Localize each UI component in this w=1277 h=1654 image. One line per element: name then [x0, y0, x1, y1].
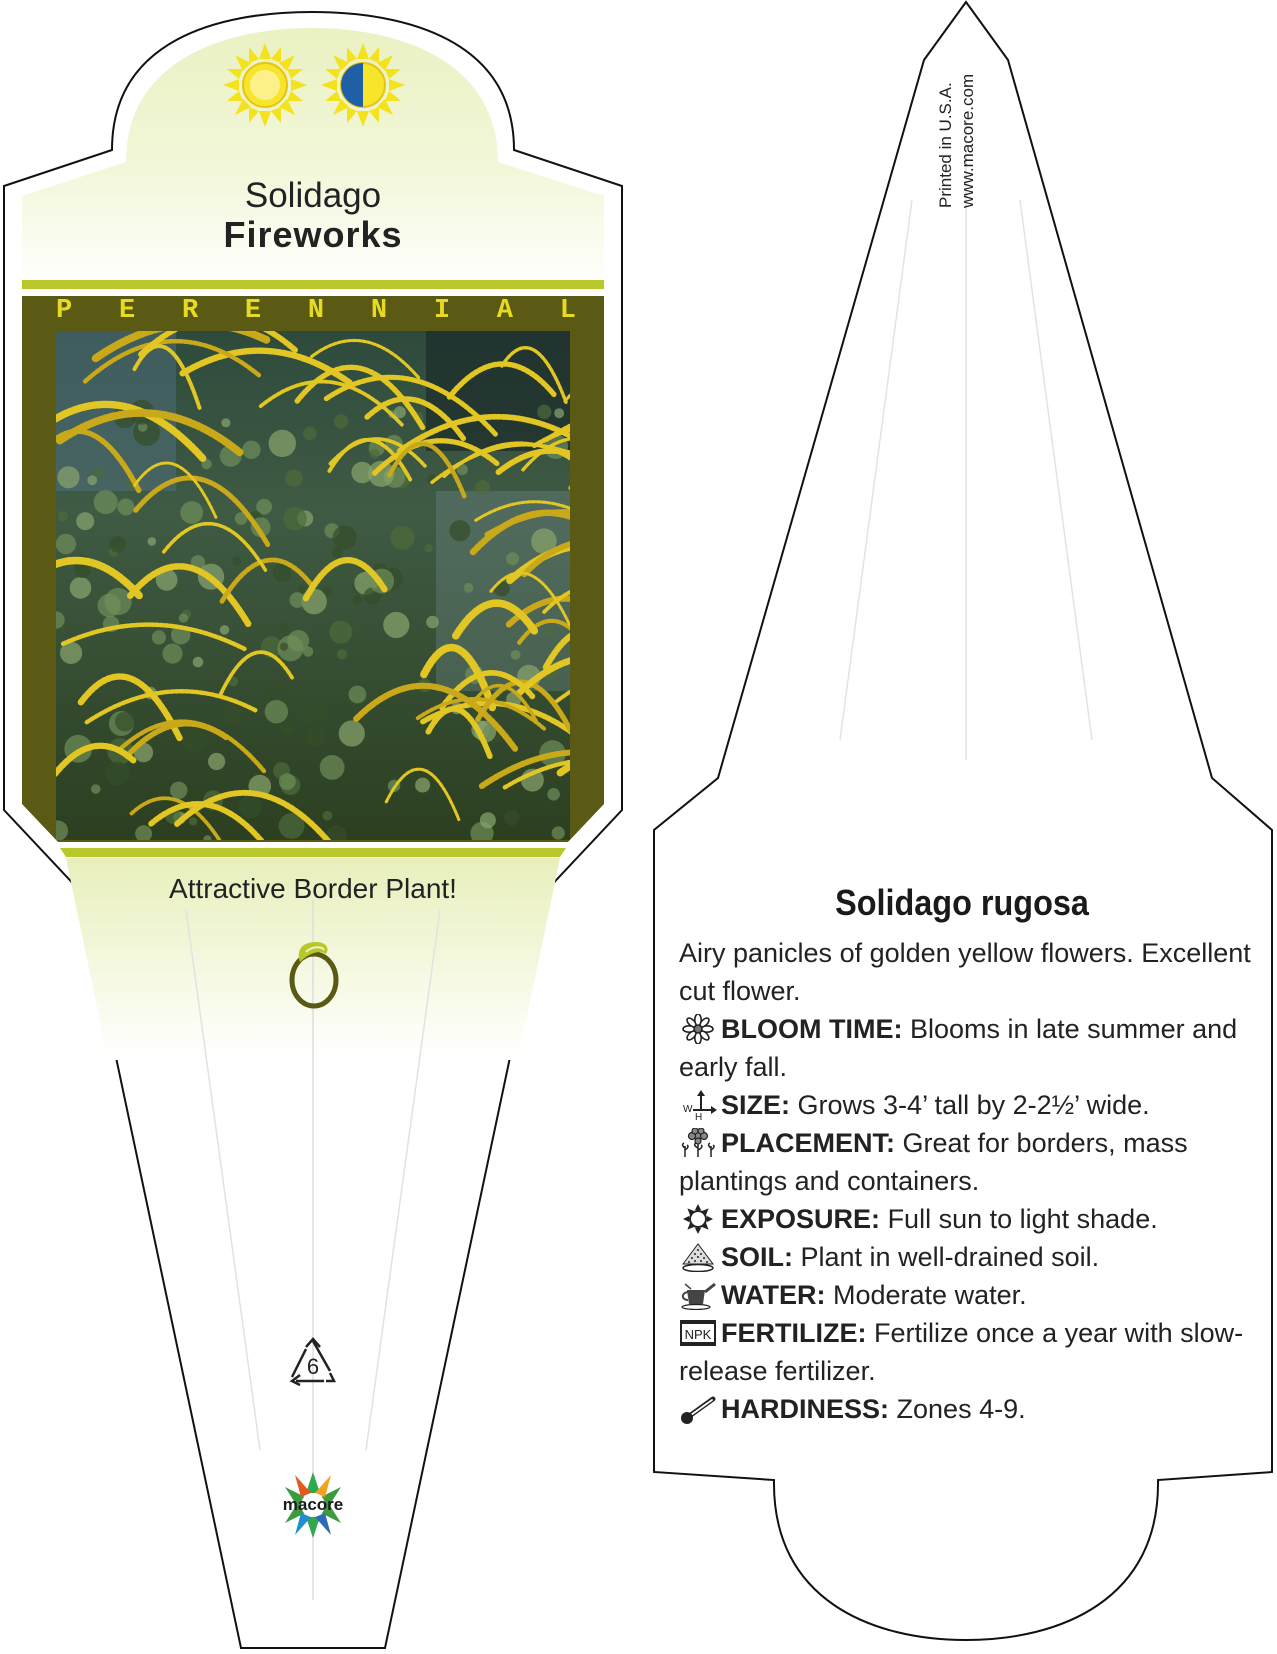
tagline: Attractive Border Plant! [169, 873, 457, 904]
attribute-bloom-time [679, 1010, 1254, 1086]
website-url: www.macore.com [958, 73, 977, 208]
printed-in-note [935, 74, 979, 208]
npk-icon-text: NPK [684, 1327, 712, 1342]
category-letter: E [118, 296, 136, 326]
sun-icon [679, 1204, 717, 1234]
attribute-water [679, 1276, 1254, 1314]
size-icon [679, 1090, 717, 1120]
printed-line-1: Printed in U.S.A. [936, 82, 955, 208]
category-label [56, 296, 576, 326]
attribute-placement [679, 1124, 1254, 1200]
attribute-size [679, 1086, 1254, 1124]
attribute-text: Grows 3-4’ tall by 2-2½’ wide. [797, 1090, 1150, 1120]
attribute-label: SOIL: [721, 1242, 793, 1272]
soil-icon [679, 1242, 717, 1272]
attribute-text: Blooms in late summer and early fall. [679, 1014, 1238, 1082]
category-letter: N [307, 296, 325, 326]
attribute-text: Zones 4-9. [896, 1394, 1026, 1424]
common-name: Solidago [244, 176, 382, 215]
brand-name: macore [282, 1495, 344, 1514]
sprout-logo-icon [286, 932, 342, 1010]
part-sun-icon [320, 42, 406, 128]
placement-icon [679, 1128, 717, 1158]
category-letter: E [244, 296, 262, 326]
scientific-name: Solidago rugosa [835, 882, 1089, 923]
attribute-label: FERTILIZE: [721, 1318, 867, 1348]
macore-logo [270, 1470, 356, 1540]
attribute-text: Fertilize once a year with slow-release fertilizer. [679, 1318, 1244, 1386]
attribute-label: WATER: [721, 1280, 826, 1310]
category-letter: N [370, 296, 388, 326]
attribute-label: SIZE: [721, 1090, 791, 1120]
size-icon-height-letter: H [695, 1112, 703, 1120]
attribute-text: Full sun to light shade. [887, 1204, 1158, 1234]
recycle-code: 6 [306, 1354, 320, 1379]
category-letter: R [181, 296, 199, 326]
category-letter: P [56, 296, 73, 326]
plant-photo [56, 331, 570, 840]
front-lower-lime-bar [60, 848, 566, 857]
category-letter: L [559, 296, 576, 326]
recycle-6-icon [286, 1337, 340, 1387]
attribute-label: EXPOSURE: [721, 1204, 881, 1234]
attribute-hardiness [679, 1390, 1254, 1428]
attribute-label: HARDINESS: [721, 1394, 890, 1424]
front-lime-bar [22, 280, 604, 289]
attribute-text: Plant in well-drained soil. [800, 1242, 1100, 1272]
watering-can-icon [679, 1280, 717, 1310]
cultivar-name: Fireworks [223, 214, 403, 255]
attribute-exposure [679, 1200, 1254, 1238]
attribute-soil [679, 1238, 1254, 1276]
description: Airy panicles of golden yellow flowers. Excellent cut flower. [679, 938, 1251, 1006]
plant-info [679, 934, 1254, 1428]
attribute-text: Great for borders, mass plantings and containers. [679, 1128, 1188, 1196]
attribute-label: PLACEMENT: [721, 1128, 895, 1158]
category-letter: A [496, 296, 513, 326]
full-sun-icon [222, 42, 308, 128]
thermometer-icon [679, 1394, 717, 1424]
attribute-text: Moderate water. [833, 1280, 1027, 1310]
size-icon-width-letter: W [683, 1104, 693, 1115]
flower-icon [679, 1014, 717, 1044]
category-letter: I [433, 296, 451, 326]
npk-icon [679, 1318, 717, 1348]
attribute-label: BLOOM TIME: [721, 1014, 903, 1044]
attribute-fertilize [679, 1314, 1254, 1390]
